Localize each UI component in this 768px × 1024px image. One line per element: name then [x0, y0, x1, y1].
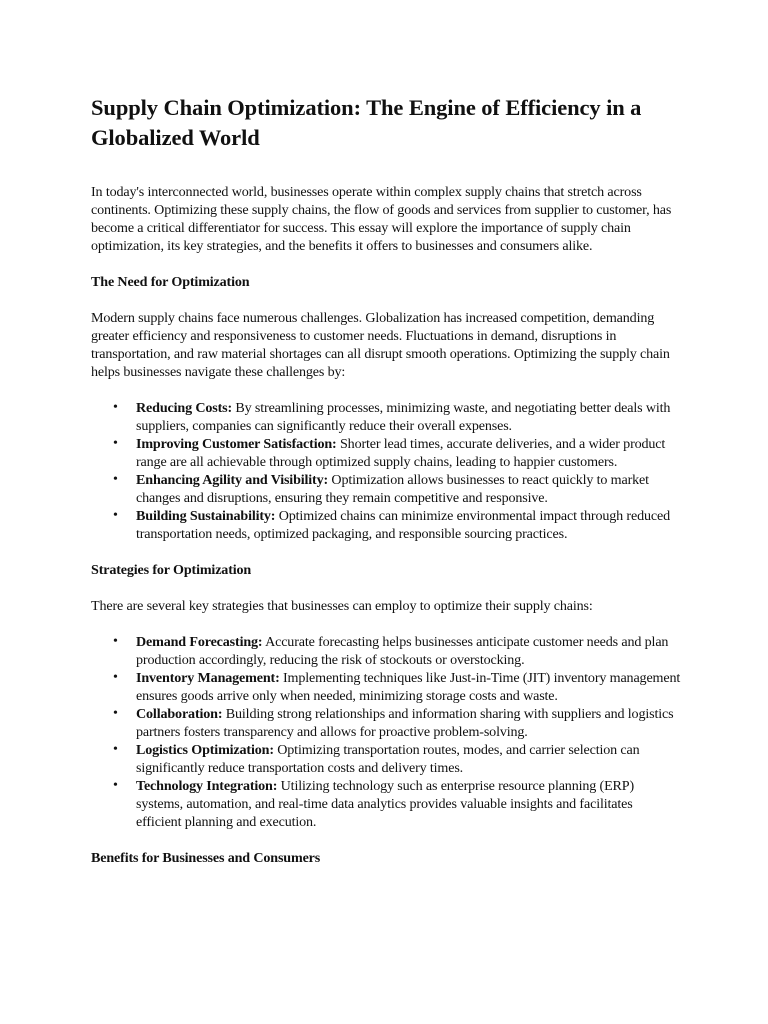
list-item-text: Optimizing transportation routes, modes, and carrier selection can significantly reduce transportation costs and delivery times.	[136, 742, 640, 776]
list-item-text: Building strong relationships and information sharing with suppliers and logistics partners fosters transparency and allows for proactive problem-solving.	[136, 706, 674, 740]
list-item	[136, 507, 681, 543]
bullet-list-need	[91, 399, 681, 543]
list-item	[136, 435, 681, 471]
intro-paragraph: In today's interconnected world, businesses operate within complex supply chains that stretch across continents. Optimizing these supply chains, the flow of goods and services from supplier to customer, has become a critical differentiator for success. This essay will explore the importance of supply chain optimization, its key strategies, and the benefits it offers to businesses and consumers alike.	[91, 184, 672, 254]
section-heading-need: The Need for Optimization	[91, 274, 250, 290]
list-item-term: Reducing Costs:	[136, 400, 233, 416]
list-item	[136, 741, 681, 777]
list-item-text: Optimized chains can minimize environmental impact through reduced transportation needs, optimized packaging, and responsible sourcing practices.	[136, 508, 670, 542]
section-heading-strategies: Strategies for Optimization	[91, 562, 252, 578]
list-item-term: Demand Forecasting:	[136, 634, 263, 650]
section-paragraph-strategies: There are several key strategies that businesses can employ to optimize their supply chains:	[91, 598, 593, 614]
list-item-text: Optimization allows businesses to react quickly to market changes and disruptions, ensuring they remain competitive and responsive.	[136, 472, 649, 506]
list-item	[136, 399, 681, 435]
list-item	[136, 669, 681, 705]
list-item	[136, 633, 681, 669]
list-item-text: Implementing techniques like Just-in-Time (JIT) inventory management ensures goods arrive only when needed, minimizing storage costs and waste.	[136, 670, 681, 704]
document-page	[91, 93, 681, 885]
section-paragraph-need: Modern supply chains face numerous challenges. Globalization has increased competition, demanding greater efficiency and responsiveness to customer needs. Fluctuations in demand, disruptions in transportation, and raw material shortages can all disrupt smooth operations. Optimizing the supply chain helps businesses navigate these challenges by:	[91, 310, 670, 380]
document-title: Supply Chain Optimization: The Engine of Efficiency in a Globalized World	[91, 95, 642, 150]
list-item-term: Improving Customer Satisfaction:	[136, 436, 337, 452]
list-item	[136, 705, 681, 741]
list-item	[136, 777, 681, 831]
section-heading-benefits: Benefits for Businesses and Consumers	[91, 850, 321, 866]
list-item-text: Accurate forecasting helps businesses anticipate customer needs and plan production accordingly, reducing the risk of stockouts or overstocking.	[136, 634, 669, 668]
list-item-text: By streamlining processes, minimizing waste, and negotiating better deals with suppliers, companies can significantly reduce their overall expenses.	[136, 400, 671, 434]
list-item-term: Inventory Management:	[136, 670, 280, 686]
list-item-term: Technology Integration:	[136, 778, 278, 794]
list-item-text: Utilizing technology such as enterprise resource planning (ERP) systems, automation, and real-time data analytics provides valuable insights and facilitates efficient planning and execution.	[136, 778, 635, 830]
bullet-list-strategies	[91, 633, 681, 831]
list-item-text: Shorter lead times, accurate deliveries, and a wider product range are all achievable through optimized supply chains, leading to happier customers.	[136, 436, 666, 470]
list-item-term: Collaboration:	[136, 706, 223, 722]
list-item-term: Enhancing Agility and Visibility:	[136, 472, 329, 488]
list-item-term: Logistics Optimization:	[136, 742, 274, 758]
list-item-term: Building Sustainability:	[136, 508, 276, 524]
list-item	[136, 471, 681, 507]
